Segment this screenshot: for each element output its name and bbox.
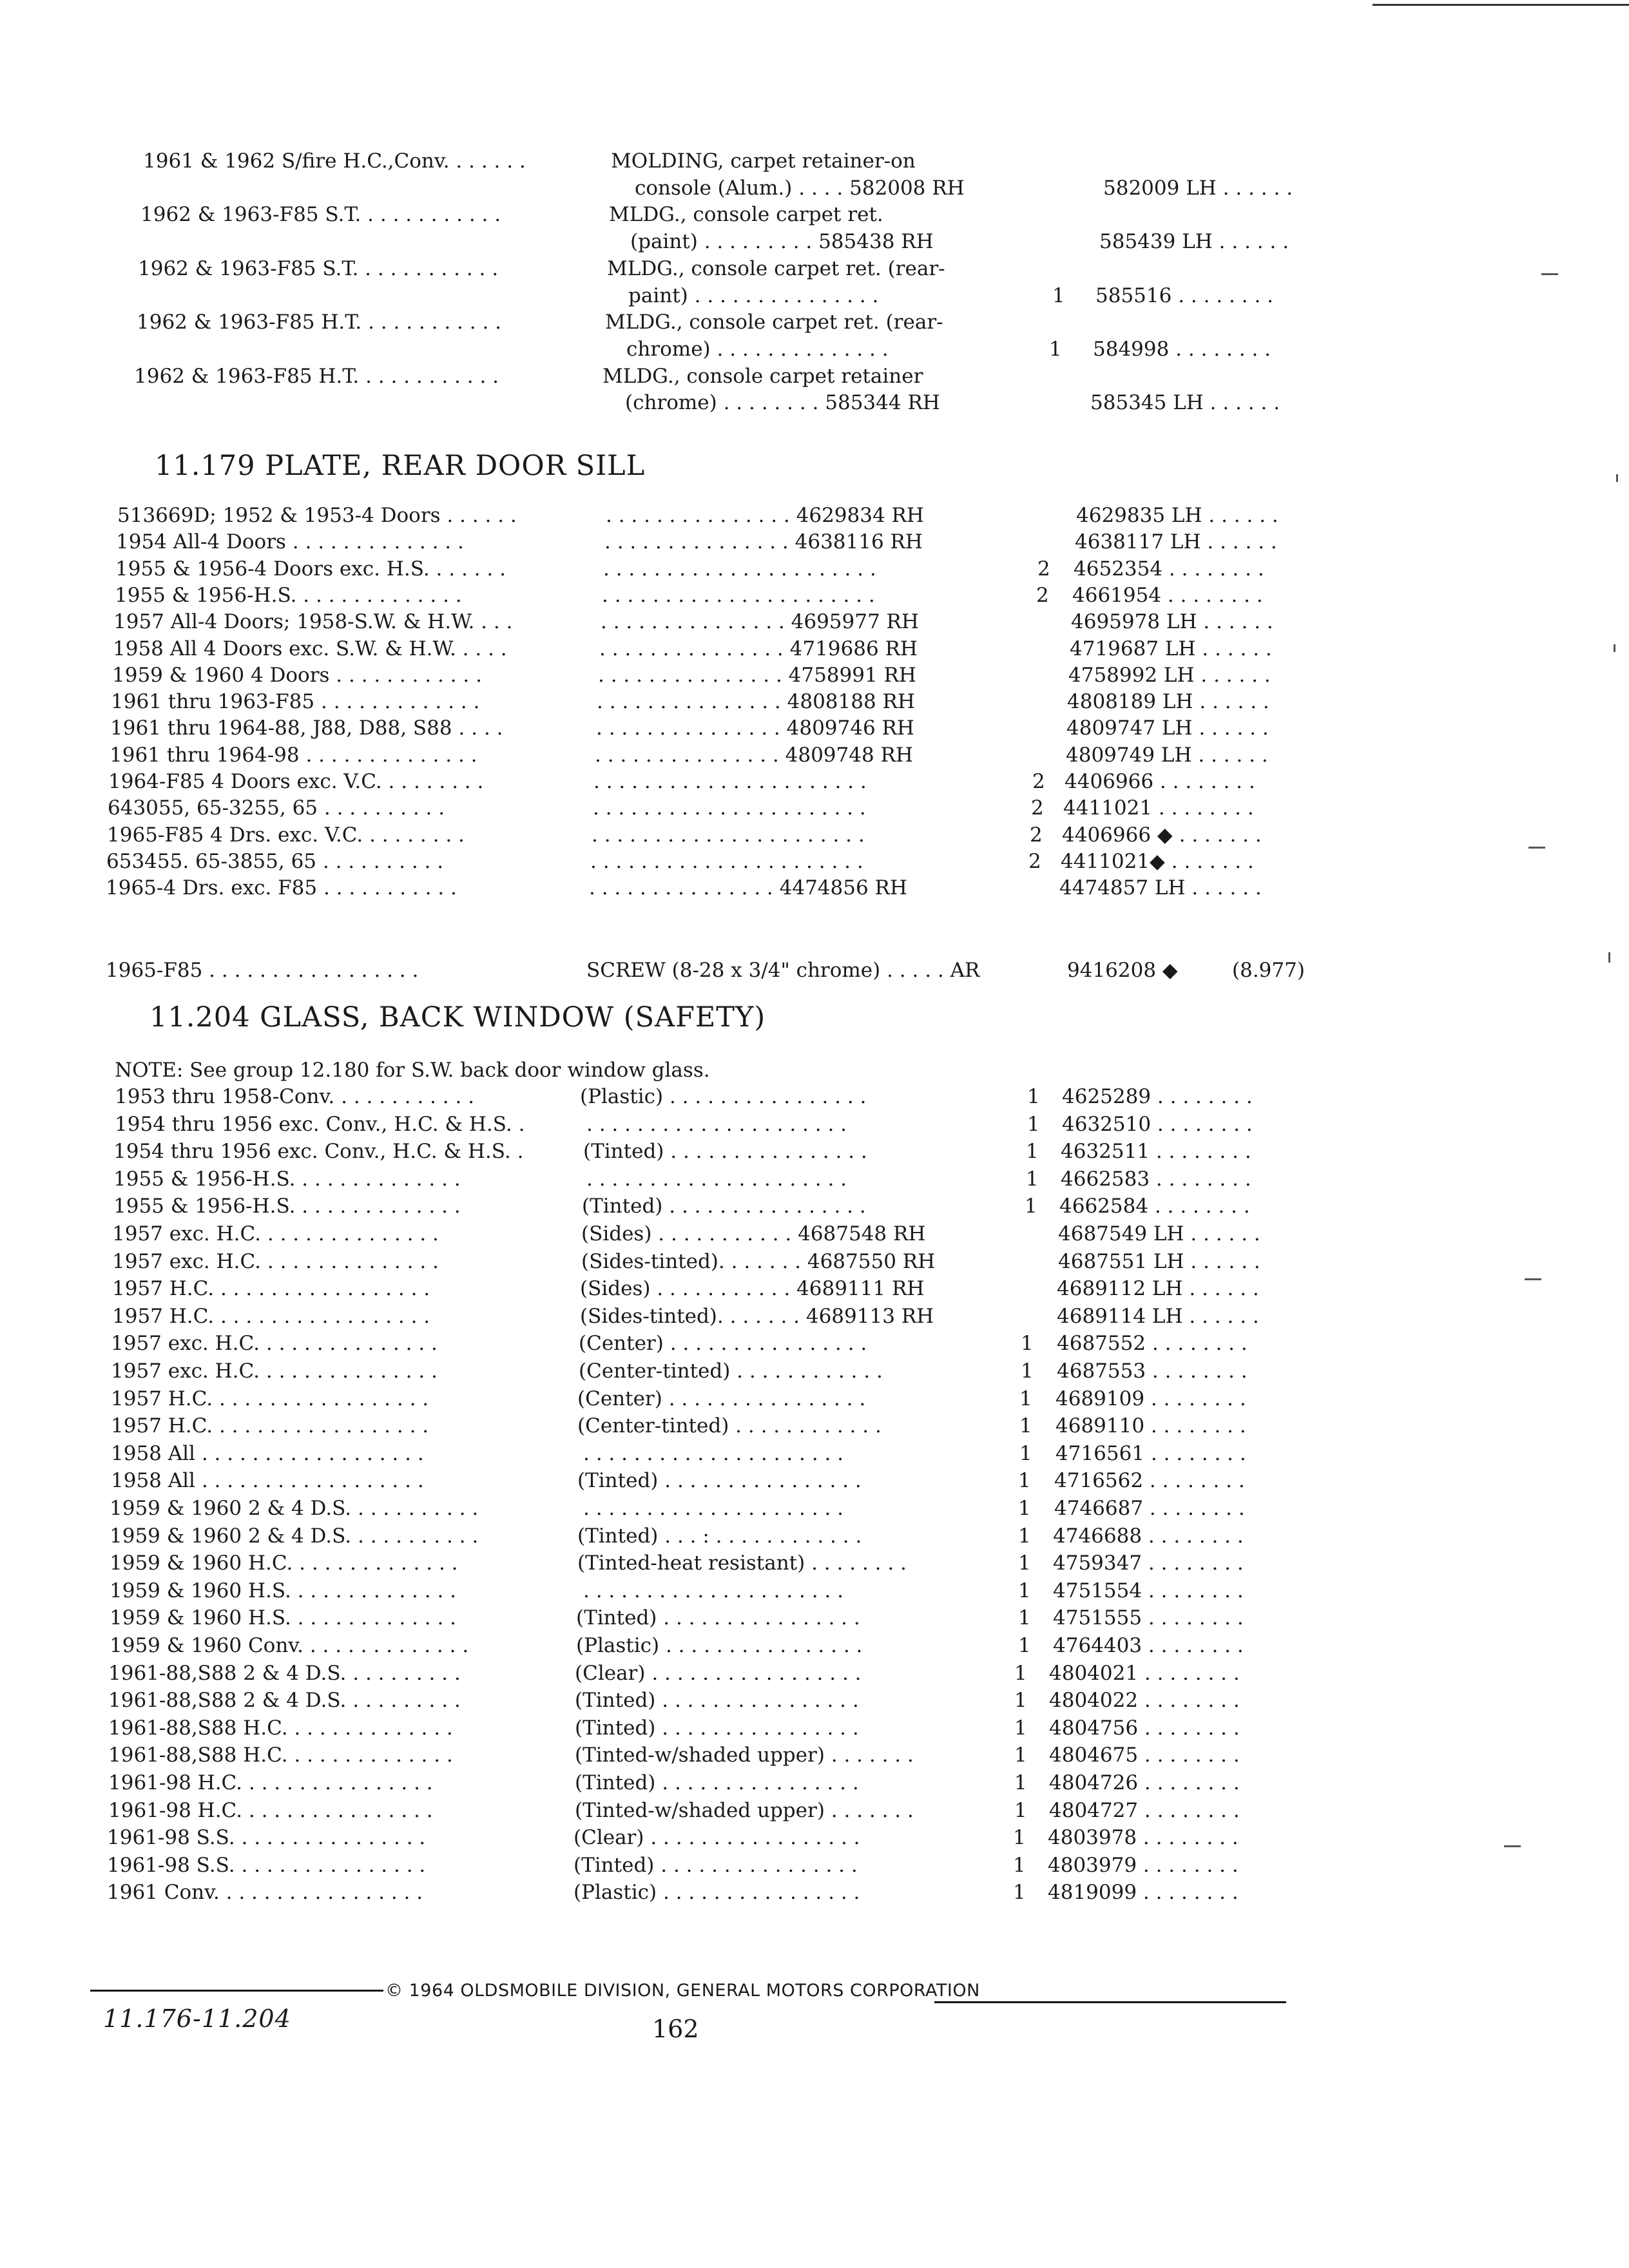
sill-plate-row-part-number: 4695978 LH . . . . . .: [1071, 610, 1273, 633]
back-glass-row-part-number: 4687553 . . . . . . . .: [1057, 1360, 1248, 1383]
molding-row-description: MOLDING, carpet retainer-on: [611, 149, 916, 173]
sill-plate-row-description: . . . . . . . . . . . . . . . . . . . . . .: [602, 584, 875, 607]
back-glass-row-quantity: 1: [1021, 1360, 1034, 1383]
back-glass-row-quantity: 1: [1027, 1113, 1040, 1136]
sill-plate-row-part-number: 4638117 LH . . . . . .: [1075, 530, 1277, 553]
molding-row-application: console (Alum.) . . . . 582008 RH: [635, 177, 965, 200]
back-glass-row-quantity: 1: [1014, 1799, 1027, 1822]
back-glass-row-description: (Tinted) . . . . . . . . . . . . . . . .: [583, 1140, 867, 1163]
sill-plate-row-description: . . . . . . . . . . . . . . . 4695977 RH: [601, 610, 919, 633]
back-glass-row-part-number: 4804021 . . . . . . . .: [1049, 1662, 1240, 1685]
back-glass-row-part-number: 4746687 . . . . . . . .: [1054, 1497, 1245, 1520]
sill-plate-row-quantity: 2: [1037, 557, 1050, 581]
back-glass-row-description: (Sides) . . . . . . . . . . . 4687548 RH: [581, 1222, 926, 1245]
back-glass-row-part-number: 4803978 . . . . . . . .: [1048, 1826, 1239, 1849]
sill-plate-row-application: 1961 thru 1964-98 . . . . . . . . . . . . . .: [110, 744, 477, 767]
back-glass-row-quantity: 1: [1014, 1771, 1027, 1794]
sill-plate-row-description: . . . . . . . . . . . . . . . 4808188 RH: [597, 690, 915, 713]
back-glass-row-quantity: 1: [1014, 1716, 1027, 1740]
back-glass-row-description: (Tinted-w/shaded upper) . . . . . . .: [575, 1744, 914, 1767]
back-glass-row-part-number: 4625289 . . . . . . . .: [1062, 1085, 1253, 1108]
back-glass-row-quantity: 1: [1019, 1414, 1032, 1437]
back-glass-row-quantity: 1: [1026, 1140, 1039, 1163]
sill-plate-row-application: 1961 thru 1964-88, J88, D88, S88 . . . .: [110, 716, 503, 740]
back-glass-row-description: . . . . . . . . . . . . . . . . . . . . .: [583, 1579, 844, 1602]
back-glass-row-description: (Tinted) . . . . . . . . . . . . . . . .: [577, 1469, 862, 1492]
section-range: 11.176-11.204: [103, 2004, 291, 2033]
sill-plate-row-description: . . . . . . . . . . . . . . . . . . . . . .: [593, 770, 867, 793]
back-glass-row-quantity: 1: [1014, 1662, 1027, 1685]
sill-plate-row-description: . . . . . . . . . . . . . . . . . . . . . .: [593, 796, 866, 820]
back-glass-row-quantity: 1: [1019, 1442, 1032, 1465]
back-glass-row-description: (Tinted) . . . : . . . . . . . . . . . .: [577, 1524, 862, 1548]
margin-mark: [1608, 952, 1610, 963]
margin-mark: [1504, 1845, 1521, 1847]
back-glass-row-application: 1955 & 1956-H.S. . . . . . . . . . . . . .: [113, 1168, 461, 1191]
sill-plate-row-description: . . . . . . . . . . . . . . . 4629834 RH: [606, 504, 924, 527]
back-glass-row-part-number: 4819099 . . . . . . . .: [1048, 1881, 1239, 1904]
back-glass-row-application: 1961-98 S.S. . . . . . . . . . . . . . . .: [107, 1854, 426, 1877]
back-glass-row-description: (Center-tinted) . . . . . . . . . . . .: [577, 1414, 882, 1437]
back-glass-row-application: 1957 H.C. . . . . . . . . . . . . . . . . .: [111, 1414, 429, 1437]
back-glass-row-quantity: 1: [1018, 1469, 1031, 1492]
sill-plate-row-application: 1959 & 1960 4 Doors . . . . . . . . . . . .: [112, 664, 482, 687]
sill-plate-row-application: 1965-F85 4 Drs. exc. V.C. . . . . . . . .: [107, 823, 465, 847]
margin-mark: [1616, 474, 1618, 482]
molding-row-description: 585439 LH . . . . . .: [1099, 230, 1289, 253]
back-glass-row-quantity: 1: [1025, 1195, 1037, 1218]
back-glass-row-application: 1961-98 H.C. . . . . . . . . . . . . . . .: [108, 1799, 433, 1822]
section-title-11-179: 11.179 PLATE, REAR DOOR SILL: [155, 450, 646, 482]
back-glass-row-part-number: 4689109 . . . . . . . .: [1055, 1387, 1246, 1410]
sill-plate-row-quantity: 2: [1031, 796, 1044, 820]
back-glass-row-part-number: 4751554 . . . . . . . .: [1053, 1579, 1244, 1602]
back-glass-row-quantity: 1: [1018, 1634, 1031, 1657]
back-glass-row-application: 1957 exc. H.C. . . . . . . . . . . . . . .: [112, 1250, 439, 1273]
back-glass-row-application: 1954 thru 1956 exc. Conv., H.C. & H.S. .: [113, 1140, 524, 1163]
back-glass-row-part-number: 4804675 . . . . . . . .: [1049, 1744, 1240, 1767]
back-glass-row-part-number: 4746688 . . . . . . . .: [1053, 1524, 1244, 1548]
sill-plate-row-description: . . . . . . . . . . . . . . . 4809746 RH: [596, 716, 914, 740]
back-glass-row-quantity: 1: [1013, 1881, 1026, 1904]
back-glass-row-part-number: 4764403 . . . . . . . .: [1053, 1634, 1244, 1657]
sill-plate-row-quantity: 2: [1032, 770, 1045, 793]
sill-plate-row-application: 1955 & 1956-H.S. . . . . . . . . . . . . .: [115, 584, 462, 607]
sill-plate-row-application: 1955 & 1956-4 Doors exc. H.S. . . . . . .: [115, 557, 506, 581]
molding-row-description: MLDG., console carpet ret. (rear-: [605, 311, 943, 334]
sill-plate-row-part-number: 4758992 LH . . . . . .: [1068, 664, 1271, 687]
margin-mark: [1541, 273, 1558, 275]
screw-row-part-number: 9416208 ◆: [1067, 959, 1178, 982]
back-glass-row-application: 1959 & 1960 H.C. . . . . . . . . . . . . .: [110, 1552, 458, 1575]
molding-row-description: MLDG., console carpet ret.: [609, 203, 883, 226]
back-glass-row-description: (Clear) . . . . . . . . . . . . . . . . .: [575, 1662, 862, 1685]
back-glass-row-application: 1961-98 H.C. . . . . . . . . . . . . . . .: [108, 1771, 433, 1794]
margin-mark: [1614, 644, 1615, 652]
top-edge-line: [1373, 4, 1629, 6]
back-glass-row-application: 1961 Conv. . . . . . . . . . . . . . . . .: [107, 1881, 423, 1904]
sill-plate-row-part-number: 4661954 . . . . . . . .: [1072, 584, 1263, 607]
back-glass-row-part-number: 4804756 . . . . . . . .: [1049, 1716, 1240, 1740]
sill-plate-row-part-number: 4411021◆ . . . . . . .: [1061, 850, 1254, 873]
back-glass-row-application: 1961-98 S.S. . . . . . . . . . . . . . . .: [107, 1826, 426, 1849]
back-glass-row-part-number: 4689114 LH . . . . . .: [1057, 1305, 1259, 1328]
sill-plate-row-part-number: 4411021 . . . . . . . .: [1063, 796, 1254, 820]
sill-plate-row-description: . . . . . . . . . . . . . . . 4809748 RH: [595, 744, 913, 767]
sill-plate-row-part-number: 4809749 LH . . . . . .: [1066, 744, 1268, 767]
back-glass-row-quantity: 1: [1026, 1168, 1039, 1191]
back-glass-row-description: (Tinted-w/shaded upper) . . . . . . .: [575, 1799, 914, 1822]
back-glass-row-part-number: 4662583 . . . . . . . .: [1061, 1168, 1251, 1191]
sill-plate-row-description: . . . . . . . . . . . . . . . . . . . . . .: [603, 557, 876, 581]
back-glass-row-part-number: 4804726 . . . . . . . .: [1049, 1771, 1240, 1794]
back-glass-row-description: (Plastic) . . . . . . . . . . . . . . . .: [576, 1634, 863, 1657]
back-glass-row-quantity: 1: [1027, 1085, 1040, 1108]
molding-row-application: chrome) . . . . . . . . . . . . . .: [626, 338, 889, 361]
back-glass-row-part-number: 4751555 . . . . . . . .: [1053, 1606, 1244, 1629]
back-glass-row-application: 1953 thru 1958-Conv. . . . . . . . . . . .: [115, 1085, 474, 1108]
back-glass-row-part-number: 4632510 . . . . . . . .: [1062, 1113, 1253, 1136]
back-glass-row-description: (Tinted) . . . . . . . . . . . . . . . .: [574, 1854, 858, 1877]
back-glass-row-quantity: 1: [1018, 1552, 1031, 1575]
back-glass-row-description: (Tinted) . . . . . . . . . . . . . . . .: [575, 1689, 859, 1712]
molding-row-part-number: 584998 . . . . . . . .: [1093, 338, 1271, 361]
sill-plate-row-part-number: 4809747 LH . . . . . .: [1066, 716, 1269, 740]
back-glass-row-application: 1961-88,S88 H.C. . . . . . . . . . . . . .: [108, 1716, 453, 1740]
molding-row-part-number: 585516 . . . . . . . .: [1095, 284, 1274, 307]
back-glass-row-quantity: 1: [1014, 1689, 1027, 1712]
molding-row-description: 1: [1052, 284, 1065, 307]
back-glass-row-description: (Tinted) . . . . . . . . . . . . . . . .: [576, 1606, 860, 1629]
back-glass-row-description: (Center) . . . . . . . . . . . . . . . .: [577, 1387, 866, 1410]
sill-plate-row-description: . . . . . . . . . . . . . . . 4719686 RH: [599, 637, 918, 660]
molding-row-application: 1961 & 1962 S/fire H.C.,Conv. . . . . . .: [143, 149, 526, 173]
molding-row-application: paint) . . . . . . . . . . . . . . .: [628, 284, 879, 307]
sill-plate-row-application: 643055, 65-3255, 65 . . . . . . . . . .: [108, 796, 445, 820]
back-glass-row-application: 1959 & 1960 Conv. . . . . . . . . . . . . .: [110, 1634, 469, 1657]
back-glass-row-quantity: 1: [1019, 1387, 1032, 1410]
sill-plate-row-part-number: 4474857 LH . . . . . .: [1059, 876, 1262, 899]
sill-plate-row-application: 1957 All-4 Doors; 1958-S.W. & H.W. . . .: [113, 610, 513, 633]
back-glass-row-description: (Tinted) . . . . . . . . . . . . . . . .: [575, 1716, 859, 1740]
back-glass-row-application: 1957 exc. H.C. . . . . . . . . . . . . . .: [111, 1332, 438, 1355]
molding-row-description: MLDG., console carpet ret. (rear-: [607, 257, 945, 280]
back-glass-row-application: 1957 H.C. . . . . . . . . . . . . . . . . .: [112, 1305, 430, 1328]
back-glass-row-quantity: 1: [1013, 1854, 1026, 1877]
back-glass-row-description: (Center) . . . . . . . . . . . . . . . .: [579, 1332, 867, 1355]
sill-plate-row-application: 1965-4 Drs. exc. F85 . . . . . . . . . . .: [106, 876, 457, 899]
back-glass-row-part-number: 4687549 LH . . . . . .: [1058, 1222, 1260, 1245]
molding-row-description: 585345 LH . . . . . .: [1090, 391, 1280, 414]
sill-plate-row-description: . . . . . . . . . . . . . . . 4474856 RH: [589, 876, 907, 899]
back-glass-row-part-number: 4662584 . . . . . . . .: [1059, 1195, 1250, 1218]
sill-plate-row-application: 1958 All 4 Doors exc. S.W. & H.W. . . . .: [113, 637, 507, 660]
molding-row-description: MLDG., console carpet retainer: [602, 365, 923, 388]
margin-mark: [1528, 847, 1545, 849]
back-glass-row-quantity: 1: [1018, 1524, 1031, 1548]
sill-plate-row-part-number: 4406966 ◆ . . . . . . .: [1062, 823, 1262, 847]
sill-plate-row-part-number: 4808189 LH . . . . . .: [1067, 690, 1269, 713]
back-glass-row-quantity: 1: [1018, 1497, 1031, 1520]
back-glass-row-part-number: 4804727 . . . . . . . .: [1049, 1799, 1240, 1822]
sill-plate-row-part-number: 4652354 . . . . . . . .: [1074, 557, 1264, 581]
back-glass-row-application: 1961-88,S88 2 & 4 D.S. . . . . . . . . .: [108, 1689, 461, 1712]
sill-plate-row-application: 1964-F85 4 Doors exc. V.C. . . . . . . . .: [108, 770, 484, 793]
screw-row-description: SCREW (8-28 x 3/4" chrome) . . . . . AR: [586, 959, 980, 982]
screw-row-group-reference: (8.977): [1232, 959, 1305, 982]
sill-plate-row-description: . . . . . . . . . . . . . . . 4638116 RH: [604, 530, 923, 553]
back-glass-row-description: (Clear) . . . . . . . . . . . . . . . . .: [574, 1826, 860, 1849]
copyright-notice: © 1964 OLDSMOBILE DIVISION, GENERAL MOTORS CORPORATION: [385, 1981, 980, 2001]
back-glass-row-description: (Tinted) . . . . . . . . . . . . . . . .: [582, 1195, 866, 1218]
section-title-11-204: 11.204 GLASS, BACK WINDOW (SAFETY): [149, 1001, 766, 1033]
sill-plate-row-application: 1961 thru 1963-F85 . . . . . . . . . . . . .: [111, 690, 480, 713]
back-glass-row-part-number: 4804022 . . . . . . . .: [1049, 1689, 1240, 1712]
molding-row-application: 1962 & 1963-F85 H.T. . . . . . . . . . . .: [134, 365, 499, 388]
back-glass-row-part-number: 4689110 . . . . . . . .: [1055, 1414, 1246, 1437]
sill-plate-row-part-number: 4719687 LH . . . . . .: [1070, 637, 1272, 660]
sill-plate-row-application: 1954 All-4 Doors . . . . . . . . . . . . . .: [116, 530, 464, 553]
back-glass-row-part-number: 4689112 LH . . . . . .: [1057, 1277, 1259, 1300]
sill-plate-row-quantity: 2: [1030, 823, 1043, 847]
back-glass-row-part-number: 4687551 LH . . . . . .: [1058, 1250, 1260, 1273]
back-glass-row-application: 1958 All . . . . . . . . . . . . . . . . . .: [111, 1469, 424, 1492]
molding-row-description: 1: [1049, 338, 1062, 361]
back-glass-row-application: 1959 & 1960 H.S. . . . . . . . . . . . . .: [110, 1606, 457, 1629]
back-glass-row-description: . . . . . . . . . . . . . . . . . . . . .: [583, 1497, 844, 1520]
back-glass-row-part-number: 4803979 . . . . . . . .: [1048, 1854, 1239, 1877]
sill-plate-row-quantity: 2: [1036, 584, 1049, 607]
molding-row-application: (chrome) . . . . . . . . 585344 RH: [625, 391, 940, 414]
back-glass-row-part-number: 4716561 . . . . . . . .: [1055, 1442, 1246, 1465]
back-glass-row-part-number: 4716562 . . . . . . . .: [1054, 1469, 1245, 1492]
molding-row-application: (paint) . . . . . . . . . 585438 RH: [630, 230, 934, 253]
back-glass-row-quantity: 1: [1021, 1332, 1034, 1355]
back-glass-row-application: 1961-88,S88 H.C. . . . . . . . . . . . . .: [108, 1744, 453, 1767]
back-glass-row-application: 1954 thru 1956 exc. Conv., H.C. & H.S. .: [115, 1113, 525, 1136]
back-glass-row-part-number: 4687552 . . . . . . . .: [1057, 1332, 1248, 1355]
back-glass-row-description: . . . . . . . . . . . . . . . . . . . . .: [583, 1442, 844, 1465]
back-glass-row-application: 1957 H.C. . . . . . . . . . . . . . . . . .: [111, 1387, 429, 1410]
page-number: 162: [652, 2015, 699, 2043]
back-glass-row-application: 1957 exc. H.C. . . . . . . . . . . . . . .: [112, 1222, 439, 1245]
back-glass-row-description: . . . . . . . . . . . . . . . . . . . . .: [586, 1113, 847, 1136]
footer-rule-right: [934, 2001, 1286, 2003]
back-glass-row-description: (Plastic) . . . . . . . . . . . . . . . .: [574, 1881, 860, 1904]
back-glass-row-application: 1958 All . . . . . . . . . . . . . . . . . .: [111, 1442, 424, 1465]
sill-plate-row-part-number: 4406966 . . . . . . . .: [1065, 770, 1255, 793]
sill-plate-row-description: . . . . . . . . . . . . . . . . . . . . . .: [590, 850, 863, 873]
back-glass-row-quantity: 1: [1013, 1826, 1026, 1849]
back-glass-row-application: 1959 & 1960 H.S. . . . . . . . . . . . . .: [110, 1579, 457, 1602]
back-glass-row-application: 1959 & 1960 2 & 4 D.S. . . . . . . . . . .: [110, 1497, 479, 1520]
back-glass-row-description: (Tinted-heat resistant) . . . . . . . .: [577, 1552, 907, 1575]
sill-plate-row-part-number: 4629835 LH . . . . . .: [1076, 504, 1278, 527]
back-glass-row-part-number: 4632511 . . . . . . . .: [1061, 1140, 1251, 1163]
back-glass-row-description: (Sides) . . . . . . . . . . . 4689111 RH: [580, 1277, 925, 1300]
back-glass-row-description: (Tinted) . . . . . . . . . . . . . . . .: [575, 1771, 859, 1794]
sill-plate-row-description: . . . . . . . . . . . . . . . . . . . . . .: [592, 823, 865, 847]
sill-plate-row-quantity: 2: [1028, 850, 1041, 873]
back-glass-row-application: 1957 H.C. . . . . . . . . . . . . . . . . .: [112, 1277, 430, 1300]
sill-plate-row-application: 653455. 65-3855, 65 . . . . . . . . . .: [106, 850, 444, 873]
back-glass-row-application: 1959 & 1960 2 & 4 D.S. . . . . . . . . . .: [110, 1524, 479, 1548]
back-glass-row-quantity: 1: [1018, 1606, 1031, 1629]
back-glass-row-application: 1957 exc. H.C. . . . . . . . . . . . . . .: [111, 1360, 438, 1383]
back-glass-row-description: (Sides-tinted). . . . . . . 4689113 RH: [580, 1305, 934, 1328]
back-glass-row-quantity: 1: [1014, 1744, 1027, 1767]
molding-row-application: 1962 & 1963-F85 S.T. . . . . . . . . . . .: [140, 203, 501, 226]
back-glass-row-quantity: 1: [1018, 1579, 1031, 1602]
back-glass-row-part-number: 4759347 . . . . . . . .: [1053, 1552, 1244, 1575]
molding-row-application: 1962 & 1963-F85 S.T. . . . . . . . . . . .: [138, 257, 499, 280]
back-glass-row-description: (Sides-tinted). . . . . . . 4687550 RH: [581, 1250, 936, 1273]
molding-row-description: 582009 LH . . . . . .: [1103, 177, 1293, 200]
molding-row-application: 1962 & 1963-F85 H.T. . . . . . . . . . . .: [137, 311, 502, 334]
back-glass-row-description: . . . . . . . . . . . . . . . . . . . . .: [586, 1168, 847, 1191]
back-glass-row-description: (Plastic) . . . . . . . . . . . . . . . .: [580, 1085, 867, 1108]
section-note: NOTE: See group 12.180 for S.W. back door window glass.: [115, 1059, 710, 1082]
back-glass-row-application: 1955 & 1956-H.S. . . . . . . . . . . . . .: [113, 1195, 461, 1218]
screw-row-application: 1965-F85 . . . . . . . . . . . . . . . . .: [106, 959, 419, 982]
back-glass-row-application: 1961-88,S88 2 & 4 D.S. . . . . . . . . .: [108, 1662, 461, 1685]
sill-plate-row-description: . . . . . . . . . . . . . . . 4758991 RH: [598, 664, 916, 687]
sill-plate-row-application: 513669D; 1952 & 1953-4 Doors . . . . . .: [117, 504, 517, 527]
margin-mark: [1525, 1278, 1541, 1280]
footer-rule-left: [90, 1990, 383, 1992]
back-glass-row-description: (Center-tinted) . . . . . . . . . . . .: [579, 1360, 883, 1383]
